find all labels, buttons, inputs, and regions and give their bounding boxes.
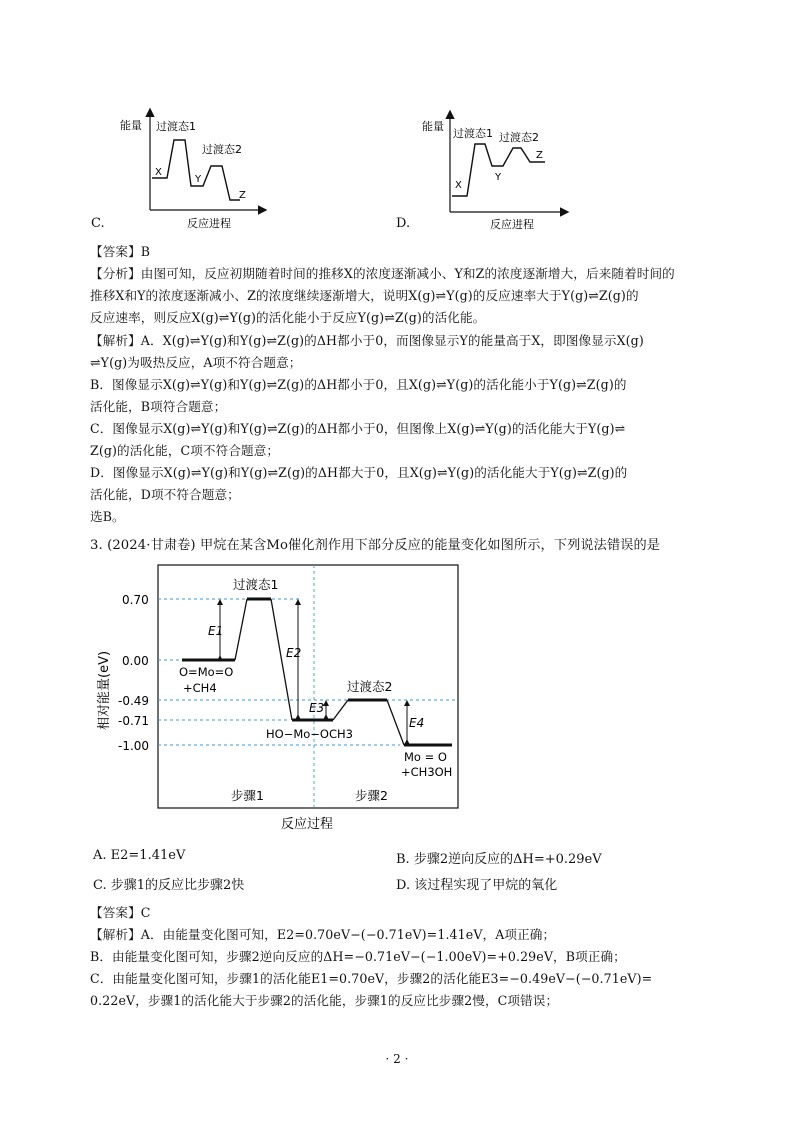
step2-label: 步骤2 <box>355 788 388 803</box>
end-species-2: +CH3OH <box>401 765 453 779</box>
d-ts2-label: 过渡态2 <box>499 131 539 144</box>
tick-label: -1.00 <box>118 739 150 753</box>
tick-label: -0.71 <box>118 714 150 728</box>
e3-label: E3 <box>309 701 325 715</box>
end-species-1: Mo = O <box>404 750 447 764</box>
e1-label: E1 <box>208 624 224 638</box>
ts1-label: 过渡态1 <box>233 577 279 592</box>
chart-xlabel: 反应过程 <box>281 817 334 832</box>
step1-label: 步骤1 <box>231 788 264 803</box>
d-energy-curve <box>452 144 545 196</box>
c-xlabel: 反应进程 <box>187 217 231 230</box>
d-xlabel: 反应进程 <box>490 218 534 231</box>
tick-label: 0.00 <box>122 654 149 668</box>
rise-2 <box>333 700 348 720</box>
d-ylabel: 能量 <box>422 120 444 133</box>
tick-label: 0.70 <box>122 593 149 607</box>
option-b: B. 步骤2逆向反应的ΔH=+0.29eV <box>396 852 602 867</box>
start-species-2: +CH4 <box>183 681 217 695</box>
e4-label: E4 <box>409 716 425 730</box>
tick-label: -0.49 <box>118 694 150 708</box>
chart-ylabel: 相对能量(eV) <box>97 650 112 730</box>
q3-line: 【解析】A．由能量变化图可知，E2=0.70eV−(−0.71eV)=1.41eV，A项正确； <box>90 927 556 942</box>
q2-line: 反应速率，则反应X(g)⇌Y(g)的活化能小于反应Y(g)⇌Z(g)的活化能。 <box>90 310 486 325</box>
d-y-label: Y <box>495 172 502 183</box>
d-x-label: X <box>455 180 462 191</box>
q3-line: 0.22eV，步骤1的活化能大于步骤2的活化能，步骤1的反应比步骤2慢，C项错误； <box>90 993 559 1008</box>
option-c: C. 步骤1的反应比步骤2快 <box>93 878 245 893</box>
q2-line: 活化能，B项符合题意； <box>90 399 227 414</box>
q2-line: B．图像显示X(g)⇌Y(g)和Y(g)⇌Z(g)的ΔH都小于0，且X(g)⇌Y(g)的活化能小于Y(g)⇌Z(g)的 <box>90 377 627 392</box>
d-ts1-label: 过渡态1 <box>453 127 493 140</box>
c-x-label: X <box>155 167 162 178</box>
q2-line: Z(g)的活化能，C项不符合题意； <box>90 443 280 458</box>
q2-line: 选B。 <box>90 509 125 524</box>
q2-line: C．图像显示X(g)⇌Y(g)和Y(g)⇌Z(g)的ΔH都小于0，但图像上X(g)⇌Y(g)的活化能大于Y(g)⇌ <box>90 421 626 436</box>
option-d: D. 该过程实现了甲烷的氧化 <box>396 878 558 893</box>
figure-d-letter: D. <box>396 216 411 231</box>
c-ts1-label: 过渡态1 <box>156 120 196 133</box>
q2-line: 活化能，D项不符合题意； <box>90 487 240 502</box>
q2-line: ⇌Y(g)为吸热反应，A项不符合题意； <box>90 355 302 370</box>
figure-d-energy-diagram <box>395 100 585 240</box>
figure-c-energy-diagram <box>90 100 280 240</box>
figure-c-letter: C. <box>91 216 105 231</box>
fall-2 <box>387 700 404 745</box>
q3-answer: 【答案】C <box>90 905 151 920</box>
c-ylabel: 能量 <box>120 119 142 132</box>
e2-label: E2 <box>286 646 302 660</box>
q3-line: B．由能量变化图可知，步骤2逆向反应的ΔH=−0.71eV−(−1.00eV)=+0.29eV，B项正确； <box>90 949 626 964</box>
c-z-label: Z <box>239 190 246 201</box>
mid-species: HO−Mo−OCH3 <box>266 727 353 741</box>
c-y-label: Y <box>195 174 202 185</box>
page-number: · 2 · <box>385 1052 409 1066</box>
d-z-label: Z <box>536 150 543 161</box>
c-ts2-label: 过渡态2 <box>202 143 242 156</box>
rise-1 <box>235 599 247 660</box>
q3-energy-chart <box>90 560 470 835</box>
q3-stem: 3. (2024·甘肃卷) 甲烷在某含Mo催化剂作用下部分反应的能量变化如图所示，下列说法错误的是 <box>90 538 661 553</box>
option-a: A. E2=1.41eV <box>93 848 186 863</box>
q2-line: D．图像显示X(g)⇌Y(g)和Y(g)⇌Z(g)的ΔH都大于0，且X(g)⇌Y(g)的活化能大于Y(g)⇌Z(g)的 <box>90 465 628 480</box>
ts2-label: 过渡态2 <box>347 679 393 694</box>
q2-line: 推移X和Y的浓度逐渐减小、Z的浓度继续逐渐增大，说明X(g)⇌Y(g)的反应速率大于Y(g)⇌Z(g)的 <box>90 288 639 303</box>
q3-line: C．由能量变化图可知，步骤1的活化能E1=0.70eV，步骤2的活化能E3=−0.49eV−(−0.71eV)= <box>90 971 653 986</box>
q2-line: 【解析】A．X(g)⇌Y(g)和Y(g)⇌Z(g)的ΔH都小于0，而图像显示Y的能量高于X，即图像显示X(g) <box>90 333 644 348</box>
q2-answer: 【答案】B <box>90 244 151 259</box>
q2-line: 【分析】由图可知，反应初期随着时间的推移X的浓度逐渐减小、Y和Z的浓度逐渐增大，后来随着时间的 <box>90 266 675 281</box>
start-species-1: O=Mo=O <box>179 665 234 679</box>
